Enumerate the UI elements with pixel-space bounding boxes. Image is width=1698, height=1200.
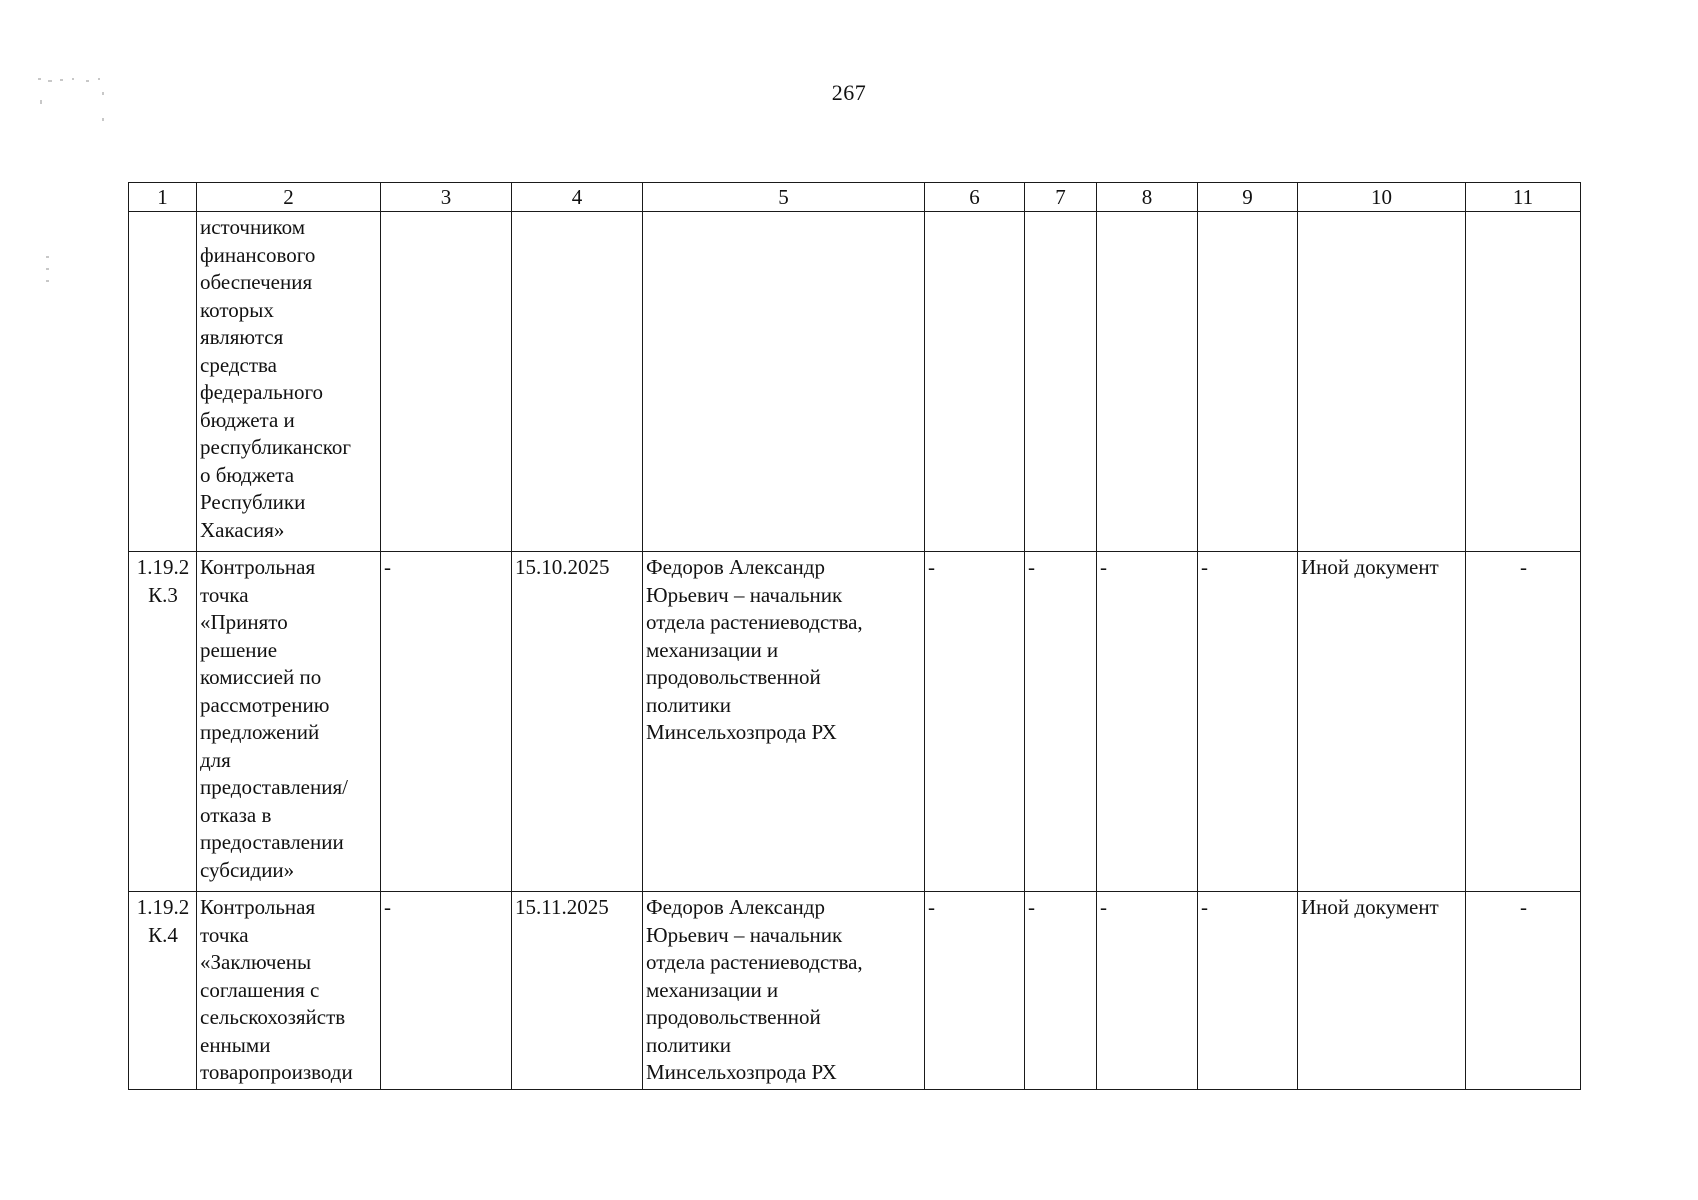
cell-col-6: - (925, 892, 1025, 1090)
table-row (129, 552, 1581, 892)
cell-col-9: - (1198, 892, 1298, 1090)
header-col-8: 8 (1097, 183, 1198, 212)
cell-text-line: рассмотрению (200, 692, 330, 717)
cell-text-line: 1.19.2 (136, 555, 190, 579)
cell-col-6: - (925, 552, 1025, 892)
cell-text-line: предоставлении (200, 830, 344, 854)
cell-text-line: комиссией по (200, 665, 322, 689)
cell-responsible (643, 892, 925, 1090)
cell-responsible (643, 212, 925, 552)
cell-text-line: «Принято (200, 610, 288, 634)
cell-text-line: федерального (200, 380, 324, 404)
cell-col-3: - (381, 552, 512, 892)
cell-text-line: соглашения с (200, 977, 320, 1002)
cell-text-line: сельскохозяйств (200, 1005, 346, 1029)
header-col-6: 6 (925, 183, 1025, 212)
cell-text-line: продовольственной (646, 1005, 821, 1029)
cell-text-line: которых (200, 297, 274, 322)
cell-col-8: - (1097, 552, 1198, 892)
cell-text-line: политики (646, 1032, 732, 1057)
cell-number (129, 552, 197, 892)
table-row (129, 892, 1581, 1090)
cell-name (197, 892, 381, 1090)
cell-text-line: К.3 (148, 582, 178, 607)
cell-col-7: - (1025, 552, 1097, 892)
scan-artifacts (38, 78, 118, 298)
cell-text-line: предоставления/ (200, 775, 348, 799)
cell-text-line: Республики (200, 490, 306, 514)
cell-text-line: точка (200, 922, 249, 947)
header-col-1: 1 (129, 183, 197, 212)
cell-col-11 (1466, 212, 1581, 552)
cell-col-11: - (1466, 892, 1581, 1090)
cell-col-8: - (1097, 892, 1198, 1090)
cell-col-9: - (1198, 552, 1298, 892)
cell-text-line: отдела растениеводства, (646, 610, 863, 634)
cell-text-line: источником (200, 215, 305, 239)
cell-text-line: отказа в (200, 802, 272, 827)
cell-col-9 (1198, 212, 1298, 552)
cell-responsible (643, 552, 925, 892)
cell-text-line: предложений (200, 720, 320, 744)
cell-col-7: - (1025, 892, 1097, 1090)
cell-col-7 (1025, 212, 1097, 552)
table-row (129, 212, 1581, 552)
cell-col-8 (1097, 212, 1198, 552)
cell-text-line: решение (200, 637, 278, 662)
cell-text-line: отдела растениеводства, (646, 950, 863, 974)
cell-name (197, 552, 381, 892)
cell-text-line: Контрольная (200, 555, 316, 579)
header-col-7: 7 (1025, 183, 1097, 212)
cell-document-type: Иной документ (1298, 892, 1466, 1090)
document-table-container (128, 182, 1581, 1090)
cell-col-3 (381, 212, 512, 552)
header-col-9: 9 (1198, 183, 1298, 212)
cell-text-line: Минсельхозпрода РХ (646, 720, 837, 744)
cell-text-line: финансового (200, 242, 316, 267)
header-col-3: 3 (381, 183, 512, 212)
cell-document-type: Иной документ (1298, 552, 1466, 892)
page-number: 267 (831, 80, 867, 105)
cell-text-line: Федоров Александр (646, 555, 825, 579)
cell-date (512, 212, 643, 552)
cell-text-line: Хакасия» (200, 517, 285, 542)
cell-text-line: республиканског (200, 435, 352, 459)
cell-date: 15.10.2025 (512, 552, 643, 892)
cell-number (129, 212, 197, 552)
cell-text-line: обеспечения (200, 270, 313, 294)
cell-text-line: товаропроизводи (200, 1060, 353, 1084)
cell-text-line: для (200, 747, 231, 772)
header-col-4: 4 (512, 183, 643, 212)
cell-text-line: Юрьевич – начальник (646, 922, 843, 947)
cell-text-line: являются (200, 325, 284, 349)
header-row (129, 183, 1581, 212)
cell-text-line: Юрьевич – начальник (646, 582, 843, 607)
header-col-5: 5 (643, 183, 925, 212)
cell-col-11: - (1466, 552, 1581, 892)
cell-text-line: 1.19.2 (136, 895, 190, 919)
cell-text-line: механизации и (646, 637, 779, 662)
cell-number (129, 892, 197, 1090)
cell-text-line: точка (200, 582, 249, 607)
cell-document-type (1298, 212, 1466, 552)
cell-text-line: К.4 (148, 922, 178, 947)
cell-text-line: енными (200, 1032, 271, 1057)
cell-text-line: субсидии» (200, 857, 295, 882)
cell-text-line: Минсельхозпрода РХ (646, 1060, 837, 1084)
table-body (129, 212, 1581, 1090)
cell-text-line: о бюджета (200, 462, 295, 487)
cell-text-line: средства (200, 352, 278, 377)
cell-text-line: «Заключены (200, 950, 312, 974)
header-col-10: 10 (1298, 183, 1466, 212)
cell-text-line: бюджета и (200, 407, 295, 432)
cell-name (197, 212, 381, 552)
cell-text-line: Контрольная (200, 895, 316, 919)
cell-text-line: Федоров Александр (646, 895, 825, 919)
cell-text-line: продовольственной (646, 665, 821, 689)
header-col-11: 11 (1466, 183, 1581, 212)
cell-col-6 (925, 212, 1025, 552)
header-col-2: 2 (197, 183, 381, 212)
table-header (129, 183, 1581, 212)
cell-date: 15.11.2025 (512, 892, 643, 1090)
cell-text-line: политики (646, 692, 732, 717)
cell-col-3: - (381, 892, 512, 1090)
control-points-table (128, 182, 1581, 1090)
cell-text-line: механизации и (646, 977, 779, 1002)
